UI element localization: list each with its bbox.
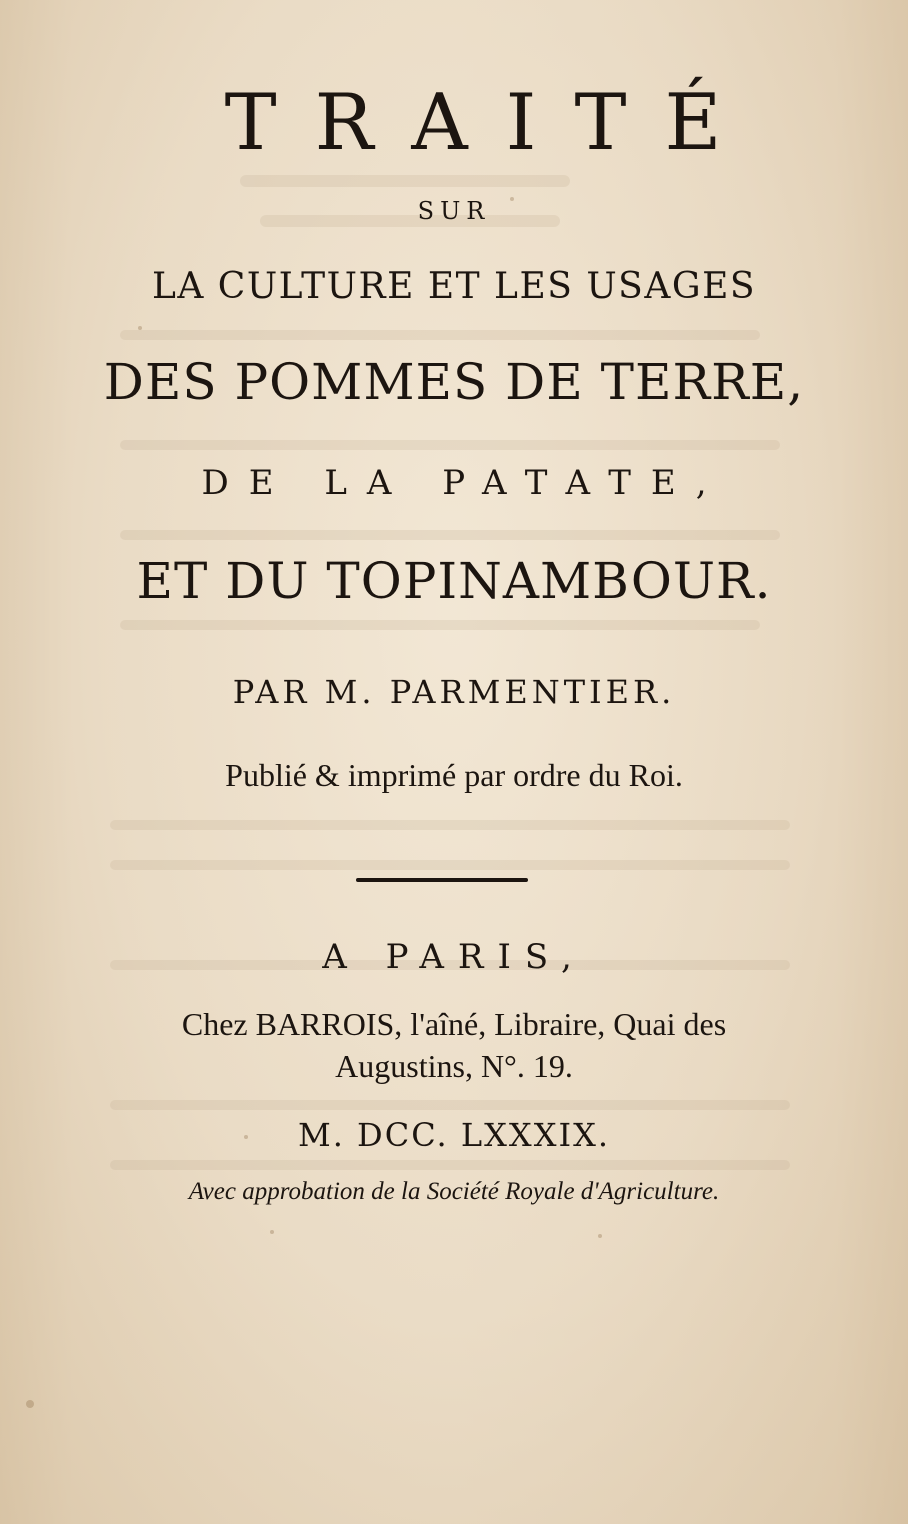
subtitle-line-1: LA CULTURE ET LES USAGES [151, 266, 757, 307]
imprint-city: A PARIS, [322, 937, 586, 977]
title-connector: SUR [417, 197, 491, 225]
approval-note: Avec approbation de la Société Royale d'Agriculture. [188, 1178, 720, 1205]
subtitle-line-2: DES POMMES DE TERRE, [103, 353, 805, 411]
imprint-year: M. DCC. LXXXIX. [297, 1116, 611, 1154]
imprint-publisher-line-2: Augustins, N°. 19. [335, 1048, 573, 1084]
author-line: PAR M. PARMENTIER. [232, 673, 676, 711]
imprint-publisher-line-1: Chez BARROIS, l'aîné, Libraire, Quai des [181, 1006, 727, 1042]
subtitle-line-4: ET DU TOPINAMBOUR. [136, 552, 772, 610]
publication-note: Publié & imprimé par ordre du Roi. [225, 757, 683, 793]
subtitle-line-3: DE LA PATATE, [201, 463, 727, 503]
divider-rule [356, 878, 528, 882]
book-title: TRAITÉ [224, 78, 760, 168]
